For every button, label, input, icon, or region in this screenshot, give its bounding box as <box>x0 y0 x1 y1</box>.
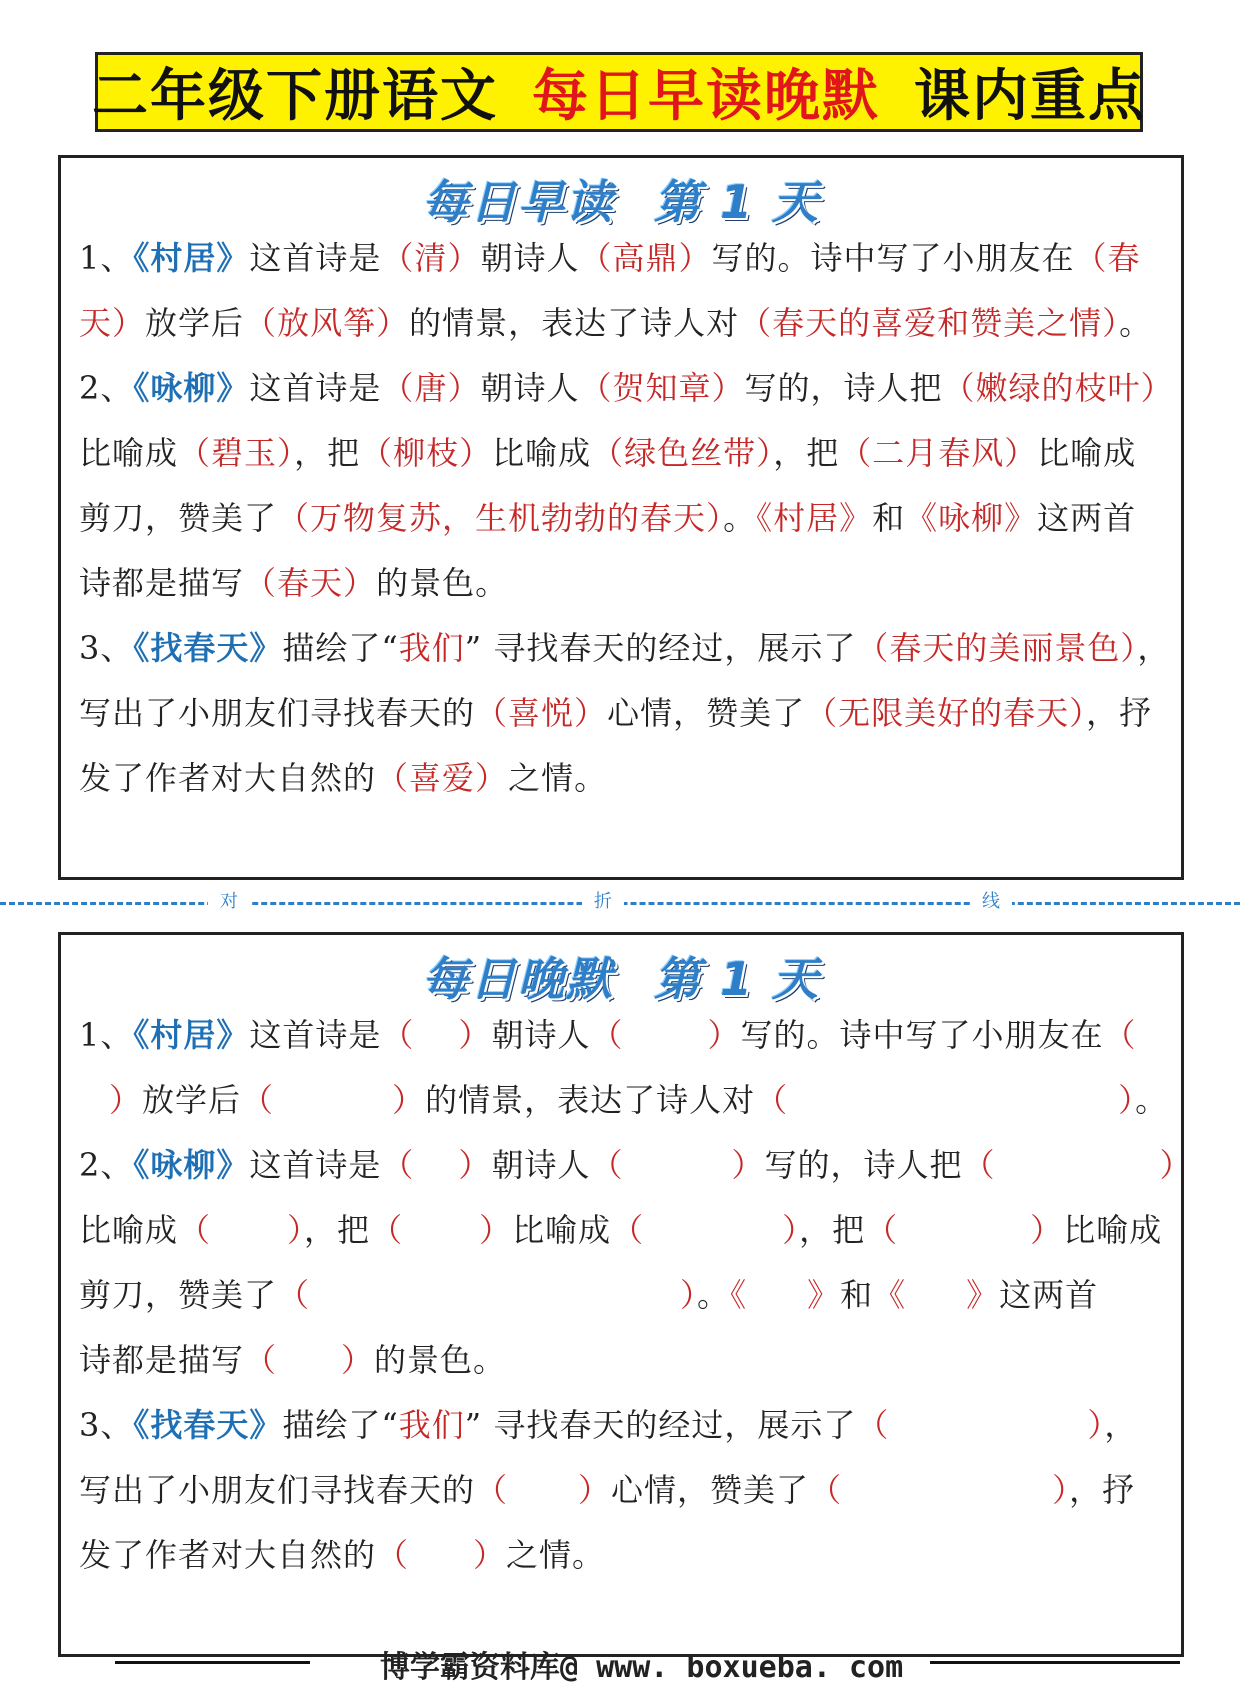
fold-mark-2: 折 <box>582 891 624 913</box>
evening-line-3: 2、《咏柳》这首诗是（ ）朝诗人（ ）写的，诗人把（ ） <box>79 1146 1193 1184</box>
footer-rule-left <box>115 1661 310 1664</box>
footer-watermark <box>0 1642 1240 1685</box>
fold-mark-1: 对 <box>208 891 250 913</box>
banner-grade: 二年级下册语文 <box>92 64 498 129</box>
evening-line-1: 1、《村居》这首诗是（ ）朝诗人（ ）写的。诗中写了小朋友在（ <box>79 1016 1137 1054</box>
morning-reading-card <box>58 155 1184 880</box>
fold-line <box>0 893 1240 913</box>
evening-line-2: ）放学后（ ）的情景，表达了诗人对（ ）。 <box>109 1081 1169 1119</box>
evening-dictation-card <box>58 932 1193 1657</box>
banner-key: 课内重点 <box>914 64 1146 129</box>
evening-line-4: 比喻成（ ），把（ ）比喻成（ ），把（ ）比喻成 <box>79 1211 1163 1249</box>
evening-line-7: 3、《找春天》描绘了“我们” 寻找春天的经过，展示了（ ）， <box>79 1406 1138 1444</box>
header-banner <box>92 52 1146 132</box>
footer-rule-right <box>930 1661 1180 1664</box>
morning-line-6: 诗都是描写（春天）的景色。 <box>79 564 509 602</box>
evening-line-5: 剪刀，赞美了（ ）。《 》和《 》这两首 <box>79 1276 1099 1314</box>
morning-line-9: 发了作者对大自然的（喜爱）之情。 <box>79 759 608 797</box>
morning-line-7: 3、《找春天》描绘了“我们” 寻找春天的经过，展示了（春天的美丽景色）， <box>79 629 1171 667</box>
morning-line-8: 写出了小朋友们寻找春天的（喜悦）心情，赞美了（无限美好的春天），抒 <box>79 694 1153 732</box>
morning-line-4: 比喻成（碧玉），把（柳枝）比喻成（绿色丝带），把（二月春风）比喻成 <box>79 434 1137 472</box>
evening-card-title: 每日晚默 第 1 天 <box>421 952 821 1006</box>
morning-line-2: 天）放学后（放风筝）的情景，表达了诗人对（春天的喜爱和赞美之情）。 <box>79 304 1153 342</box>
footer-text: 博学霸资料库@ www. boxueba. com <box>380 1650 904 1685</box>
morning-card-title: 每日早读 第 1 天 <box>421 175 821 229</box>
morning-line-1: 1、《村居》这首诗是（清）朝诗人（高鼎）写的。诗中写了小朋友在（春 <box>79 239 1141 277</box>
banner-main: 每日早读晚默 <box>532 64 880 129</box>
evening-line-6: 诗都是描写（ ）的景色。 <box>79 1341 507 1379</box>
morning-line-5: 剪刀，赞美了（万物复苏，生机勃勃的春天）。《村居》和《咏柳》这两首 <box>79 499 1137 537</box>
evening-line-8: 写出了小朋友们寻找春天的（ ）心情，赞美了（ ），抒 <box>79 1471 1136 1509</box>
fold-mark-3: 线 <box>970 891 1012 913</box>
evening-line-9: 发了作者对大自然的（ ）之情。 <box>79 1536 606 1574</box>
morning-line-3: 2、《咏柳》这首诗是（唐）朝诗人（贺知章）写的，诗人把（嫩绿的枝叶） <box>79 369 1174 407</box>
